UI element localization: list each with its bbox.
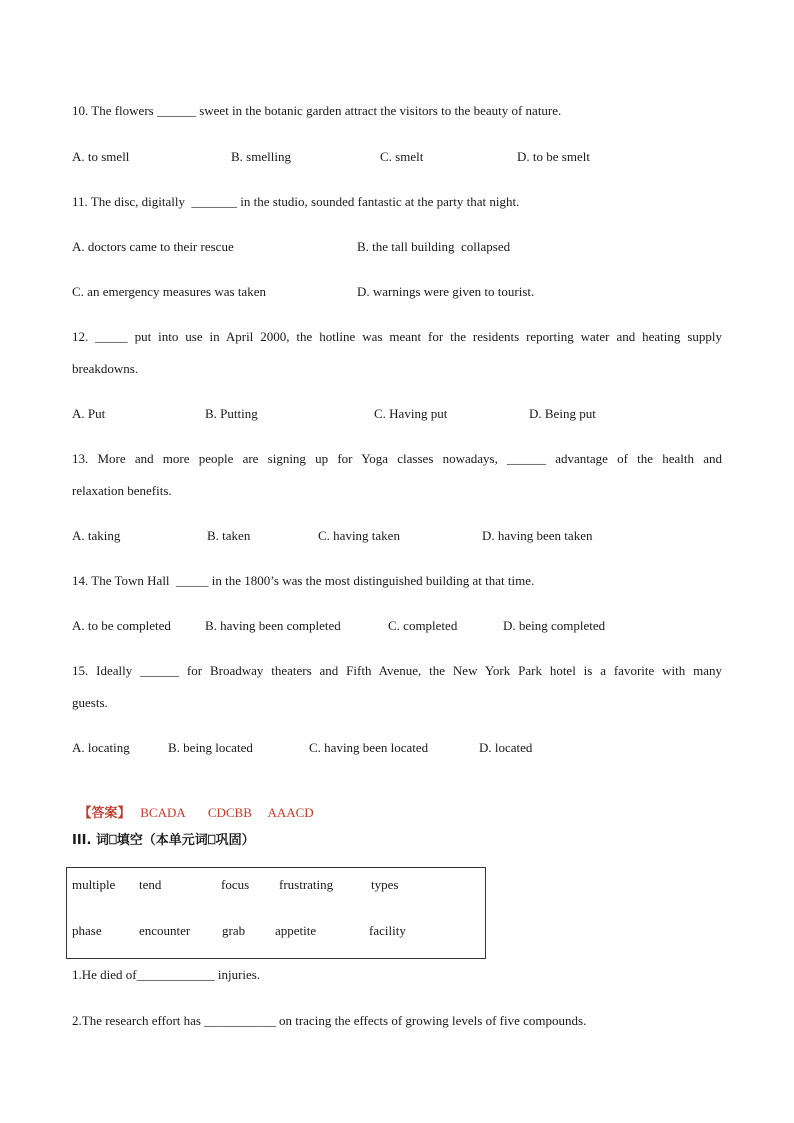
q11-option-a: A. doctors came to their rescue [72, 239, 234, 254]
q15-option-c: C. having been located [309, 740, 429, 755]
question-13-stem-line2: relaxation benefits. [72, 483, 172, 498]
question-14-stem: 14. The Town Hall _____ in the 1800’s was the most distinguished building at that time. [72, 573, 535, 588]
question-12-stem-line1: 12. _____ put into use in April 2000, the hotline was meant for the residents reporting water and heating supply [72, 329, 722, 344]
q11-option-b: B. the tall building collapsed [357, 239, 511, 254]
q10-option-c: C. smelt [380, 149, 424, 164]
q10-option-b: B. smelling [231, 149, 291, 164]
word-bank-box [66, 867, 486, 959]
question-15-stem-line2: guests. [72, 695, 108, 710]
word-bank-word: frustrating [279, 877, 334, 892]
word-bank-word: encounter [139, 923, 191, 938]
answer-group-3: AAACD [267, 805, 314, 820]
word-bank-word: grab [222, 923, 246, 938]
q13-option-b: B. taken [207, 528, 251, 543]
answer-group-2: CDCBB [207, 805, 252, 820]
word-bank-word: appetite [275, 923, 317, 938]
q15-option-b: B. being located [168, 740, 253, 755]
word-bank-word: phase [72, 923, 102, 938]
q13-option-a: A. taking [72, 528, 121, 543]
word-bank-word: multiple [72, 877, 116, 892]
q11-option-d: D. warnings were given to tourist. [357, 284, 535, 299]
question-12-stem-line2: breakdowns. [72, 361, 139, 376]
question-13-stem-line1: 13. More and more people are signing up for Yoga classes nowadays, ______ advantage of the health and [72, 451, 722, 466]
answer-group-1: BCADA [140, 805, 186, 820]
q14-option-d: D. being completed [503, 618, 606, 633]
word-bank-word: focus [221, 877, 250, 892]
q14-option-a: A. to be completed [72, 618, 171, 633]
q13-option-c: C. having taken [318, 528, 400, 543]
answer-key [72, 786, 314, 821]
question-11-stem: 11. The disc, digitally _______ in the studio, sounded fantastic at the party that night. [72, 194, 520, 209]
q12-option-b: B. Putting [205, 406, 258, 421]
answer-tag: 【答案】 [78, 806, 131, 821]
q12-option-c: C. Having put [374, 406, 448, 421]
fill-in-sentence-2: 2.The research effort has ___________ on tracing the effects of growing levels of five compounds. [72, 1013, 587, 1028]
q12-option-a: A. Put [72, 406, 106, 421]
word-bank-word: facility [369, 923, 406, 938]
q15-option-d: D. located [479, 740, 533, 755]
word-bank-word: tend [139, 877, 162, 892]
q15-option-a: A. locating [72, 740, 130, 755]
q11-option-c: C. an emergency measures was taken [72, 284, 266, 299]
fill-in-sentence-1: 1.He died of____________ injuries. [72, 967, 261, 982]
q10-option-d: D. to be smelt [517, 149, 590, 164]
q10-option-a: A. to smell [72, 149, 130, 164]
question-15-stem-line1: 15. Ideally ______ for Broadway theaters and Fifth Avenue, the New York Park hotel is a favorite with many [72, 663, 722, 678]
q14-option-b: B. having been completed [205, 618, 341, 633]
q13-option-d: D. having been taken [482, 528, 593, 543]
question-10-stem: 10. The flowers ______ sweet in the botanic garden attract the visitors to the beauty of nature. [72, 103, 562, 118]
word-bank-word: types [371, 877, 399, 892]
q12-option-d: D. Being put [529, 406, 596, 421]
q14-option-c: C. completed [388, 618, 458, 633]
section-heading: III. 词⎕填空（本单元词⎕巩固） [72, 833, 255, 848]
